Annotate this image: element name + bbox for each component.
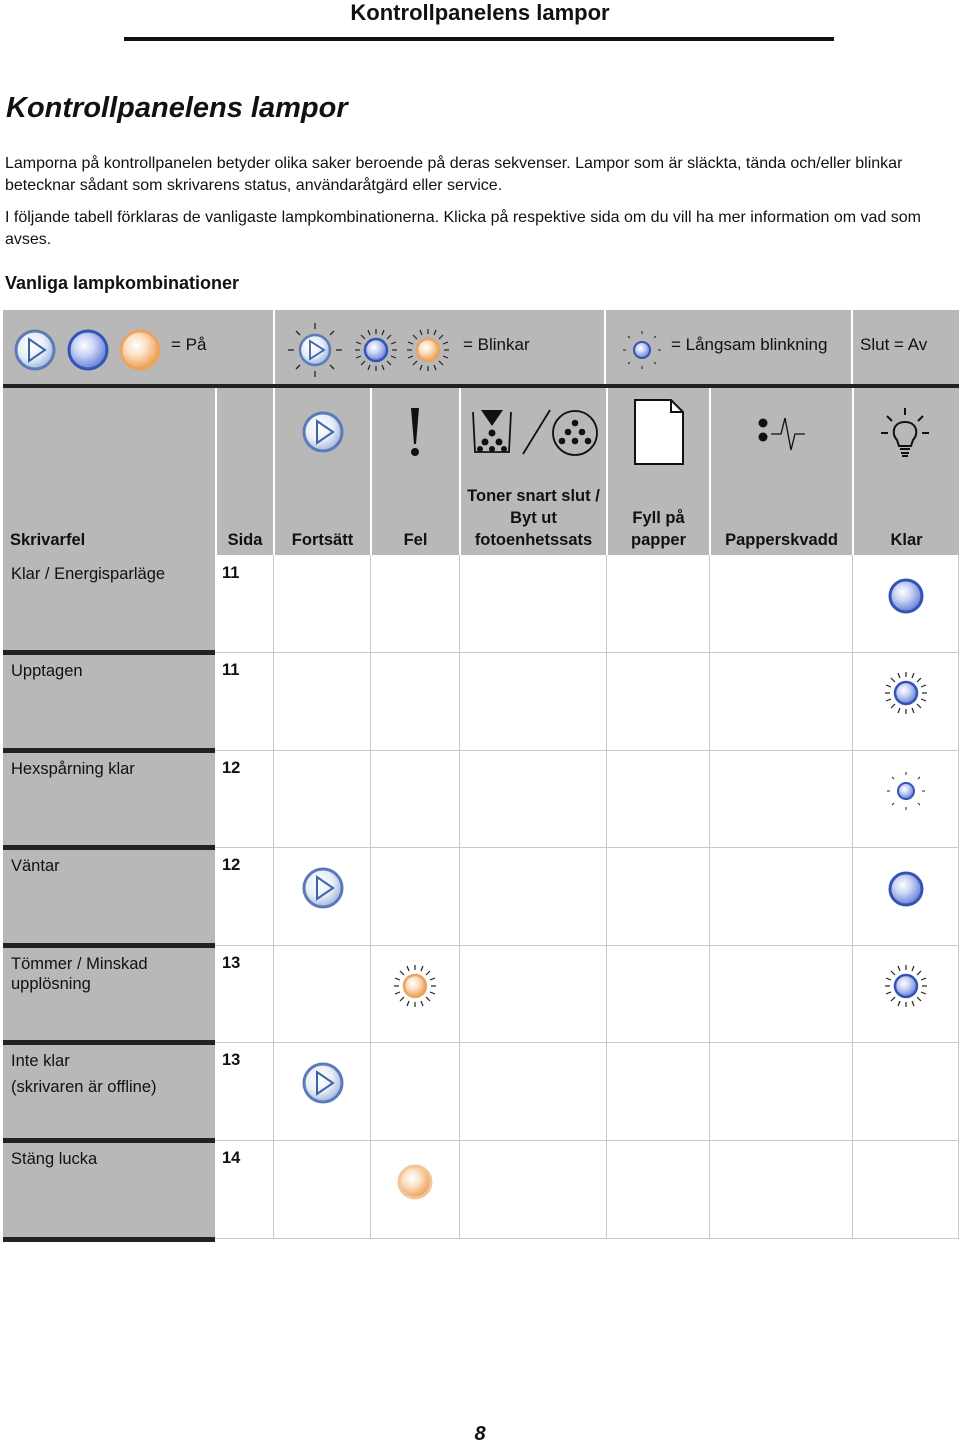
row-label: Hexspårning klar (11, 760, 135, 778)
paper-sheet-icon (631, 398, 687, 466)
play-triangle-icon (301, 410, 345, 454)
legend-on-label: = På (171, 335, 207, 354)
lamp-combinations-table (3, 388, 959, 1242)
row-page[interactable]: 13 (222, 1051, 241, 1069)
legend-blink-label: = Blinkar (463, 335, 530, 354)
continue-lamp-on-icon (301, 1061, 345, 1105)
blue-lamp-slow-blink-icon (622, 330, 662, 370)
row-page[interactable]: 14 (222, 1149, 241, 1167)
ready-lamp-on-icon (886, 576, 926, 616)
col-header-toner: Toner snart slut / Byt ut fotoenhetssats (467, 487, 600, 549)
row-label: Tömmer / Minskad upplösning (11, 955, 148, 993)
ready-lamp-blink-icon (881, 961, 931, 1011)
row-label: Upptagen (11, 662, 83, 680)
ready-lamp-slow-blink-icon (886, 771, 926, 811)
blue-lamp-on-icon (66, 328, 110, 372)
toner-cartridge-icon (465, 406, 601, 458)
row-label: Väntar (11, 857, 60, 875)
lightbulb-icon (879, 406, 931, 460)
legend-bar (3, 310, 959, 386)
legend-off-label: Slut = Av (860, 335, 928, 354)
ready-lamp-blink-icon (881, 668, 931, 718)
orange-lamp-on-icon (118, 328, 162, 372)
fault-lamp-blink-icon (390, 961, 440, 1011)
header-rule (124, 37, 834, 41)
row-label-sub: (skrivaren är offline) (11, 1078, 157, 1096)
col-header-fault: Fel (403, 531, 428, 549)
exclamation-icon (403, 406, 427, 458)
continue-lamp-on-icon (301, 866, 345, 910)
blue-lamp-blink-icon (351, 325, 401, 375)
table-intro-paragraph: I följande tabell förklaras de vanligaste lampkombinationerna. Klicka på respektive sida om du vill ha mer information om vad som avses. (5, 209, 922, 248)
row-label: Inte klar (11, 1052, 70, 1070)
page-title: Kontrollpanelens lampor (6, 92, 348, 124)
row-page[interactable]: 13 (222, 954, 241, 972)
row-label: Stäng lucka (11, 1150, 98, 1168)
section-title: Vanliga lampkombinationer (5, 273, 240, 293)
running-header: Kontrollpanelens lampor (350, 0, 610, 25)
row-page[interactable]: 12 (222, 856, 241, 874)
col-header-page: Sida (227, 531, 263, 549)
play-lamp-on-icon (13, 328, 57, 372)
row-page[interactable]: 11 (222, 564, 240, 582)
row-label: Klar / Energisparläge (11, 565, 166, 583)
ready-lamp-on-icon (886, 869, 926, 909)
col-header-error: Skrivarfel (10, 531, 86, 549)
row-page[interactable]: 12 (222, 759, 241, 777)
legend-slow-blink-label: = Långsam blinkning (671, 335, 828, 354)
orange-lamp-blink-icon (403, 325, 453, 375)
page-number: 8 (474, 1423, 486, 1445)
play-lamp-blink-icon (287, 322, 343, 378)
col-header-ready: Klar (890, 531, 923, 549)
fault-lamp-on-icon (395, 1162, 435, 1202)
col-header-continue: Fortsätt (291, 531, 354, 549)
intro-paragraph: Lamporna på kontrollpanelen betyder olika saker beroende på deras sekvenser. Lampor som är släckta, tända och/eller blinkar betecknar sådant som skrivarens status, användaråtgärd eller service. (5, 155, 903, 194)
col-header-jam: Papperskvadd (725, 531, 838, 549)
row-page[interactable]: 11 (222, 661, 240, 679)
col-header-paper: Fyll på papper (630, 509, 686, 549)
paper-jam-icon (755, 412, 811, 456)
